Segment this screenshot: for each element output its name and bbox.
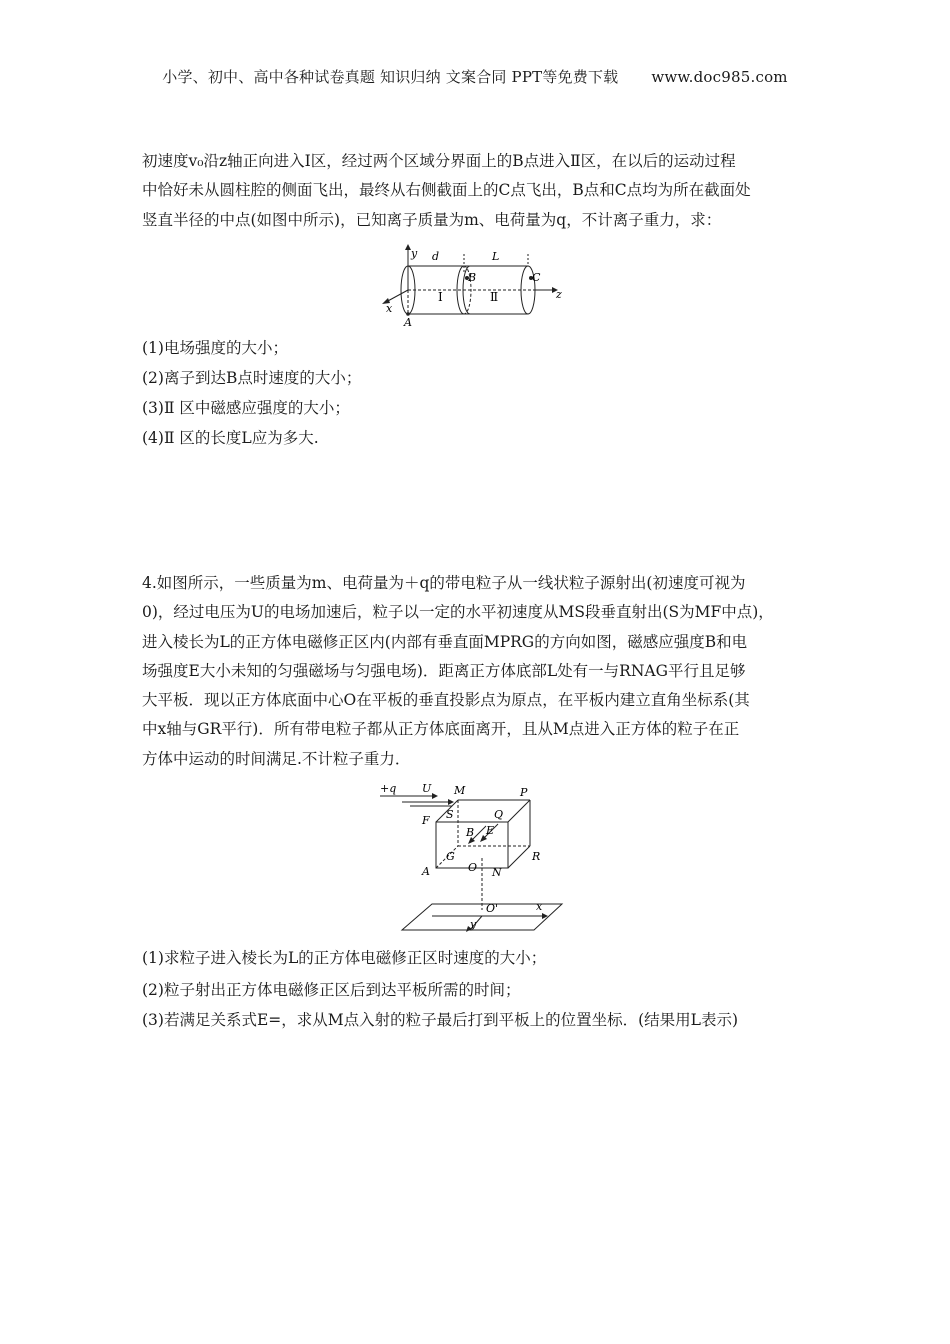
header-site-link[interactable]: www.doc985.com <box>651 68 788 86</box>
problem4-question-2: (2)粒子射出正方体电磁修正区后到达平板所需的时间； <box>142 981 521 999</box>
label-M: M <box>454 784 466 797</box>
problem3-line-2: 中恰好未从圆柱腔的侧面飞出，最终从右侧截面上的C点飞出，B点和C点均为所在截面处 <box>142 181 751 200</box>
problem4-line-2: 0)，经过电压为U的电场加速后，粒子以一定的水平初速度从MS段垂直射出(S为MF中点)， <box>142 603 774 622</box>
cylinder-diagram <box>380 244 570 328</box>
cube-diagram <box>372 780 592 932</box>
problem4-line-6: 中x轴与GR平行)．所有带电粒子都从正方体底面离开，且从M点进入正方体的粒子在正 <box>142 720 740 739</box>
problem4-line-5: 大平板．现以正方体底面中心O在平板的垂直投影点为原点，在平板内建立直角坐标系(其 <box>142 691 750 710</box>
label-B-field: B <box>466 826 475 839</box>
problem3-text <box>142 147 814 235</box>
label-E-field: E <box>486 824 495 837</box>
problem4-question-3: (3)若满足关系式E=，求从M点入射的粒子最后打到平板上的位置坐标．(结果用L表示) <box>142 1011 739 1029</box>
problem3-question-2: (2)离子到达B点时速度的大小； <box>142 369 362 387</box>
label-O-prime: O' <box>486 902 499 915</box>
label-C: C <box>532 271 541 284</box>
problem3-line-1: 初速度v₀沿z轴正向进入Ⅰ区，经过两个区域分界面上的B点进入Ⅱ区，在以后的运动过程 <box>142 152 736 170</box>
label-plus-q: +q <box>380 782 397 795</box>
label-x-axis: x <box>536 900 543 913</box>
label-F: F <box>422 814 430 827</box>
problem4-text <box>142 569 814 774</box>
label-A: A <box>422 865 430 878</box>
problem4-line-3: 进入棱长为L的正方体电磁修正区内(内部有垂直面MPRG的方向如图，磁感应强度B和电 <box>142 632 748 651</box>
label-y-axis: y <box>470 918 477 931</box>
label-N: N <box>492 866 502 879</box>
label-d: d <box>432 250 440 263</box>
problem4-line-4: 场强度E大小未知的匀强磁场与匀强电场)．距离正方体底部L处有一与RNAG平行且足够 <box>142 661 746 680</box>
label-y: y <box>411 247 418 260</box>
problem4-question-1: (1)求粒子进入棱长为L的正方体电磁修正区时速度的大小； <box>142 949 547 967</box>
header-text: 小学、初中、高中各种试卷真题 知识归纳 文案合同 PPT等免费下载 <box>162 68 619 86</box>
label-region-2: Ⅱ <box>490 290 499 304</box>
problem3-line-3: 竖直半径的中点(如图中所示)，已知离子质量为m、电荷量为q，不计离子重力，求： <box>142 210 722 229</box>
page-header <box>0 66 950 87</box>
label-U: U <box>422 782 432 795</box>
problem3-question-1: (1)电场强度的大小； <box>142 339 288 357</box>
label-G: G <box>446 850 455 863</box>
problem4-line-7: 方体中运动的时间满足.不计粒子重力． <box>142 749 411 768</box>
problem4-line-1: 4.如图所示，一些质量为m、电荷量为＋q的带电粒子从一线状粒子源射出(初速度可视为 <box>142 574 746 592</box>
label-L: L <box>492 250 500 263</box>
label-S: S <box>446 808 454 821</box>
problem3-question-3: (3)Ⅱ 区中磁感应强度的大小； <box>142 399 350 417</box>
label-A: A <box>404 316 412 328</box>
label-Q: Q <box>494 808 504 821</box>
label-B: B <box>468 271 477 284</box>
label-x: x <box>386 302 393 315</box>
problem3-question-4: (4)Ⅱ 区的长度L应为多大. <box>142 429 319 447</box>
label-R: R <box>532 850 541 863</box>
label-z: z <box>556 288 562 301</box>
label-region-1: Ⅰ <box>438 290 443 304</box>
label-P: P <box>520 786 528 799</box>
label-O: O <box>468 861 478 874</box>
